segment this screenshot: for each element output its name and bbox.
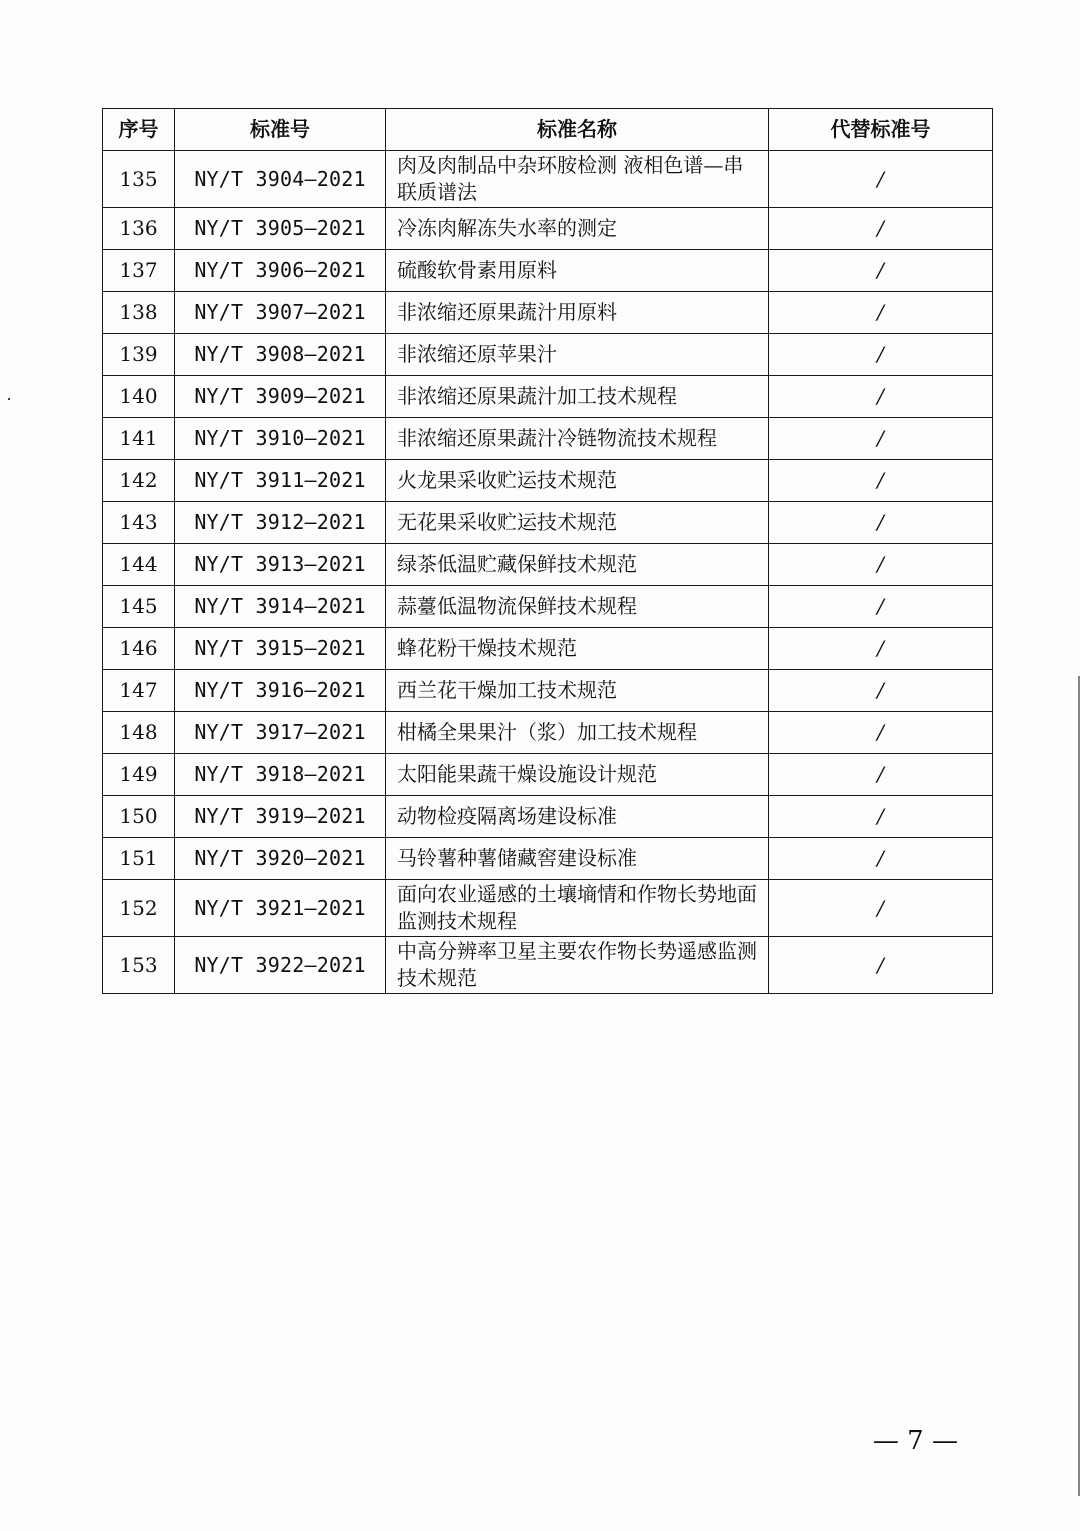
cell-seq: 144 bbox=[103, 544, 175, 586]
table-row bbox=[103, 418, 993, 460]
cell-code: NY/T 3907—2021 bbox=[175, 292, 386, 334]
cell-replaces: / bbox=[769, 754, 993, 796]
table-row bbox=[103, 250, 993, 292]
cell-replaces: / bbox=[769, 208, 993, 250]
cell-code: NY/T 3920—2021 bbox=[175, 838, 386, 880]
cell-name: 绿茶低温贮藏保鲜技术规范 bbox=[386, 544, 769, 586]
cell-replaces: / bbox=[769, 712, 993, 754]
cell-name: 肉及肉制品中杂环胺检测 液相色谱—串联质谱法 bbox=[386, 151, 769, 208]
cell-seq: 140 bbox=[103, 376, 175, 418]
table-row bbox=[103, 628, 993, 670]
header-name: 标准名称 bbox=[386, 109, 769, 151]
cell-replaces: / bbox=[769, 418, 993, 460]
header-seq: 序号 bbox=[103, 109, 175, 151]
table-row bbox=[103, 334, 993, 376]
cell-name: 火龙果采收贮运技术规范 bbox=[386, 460, 769, 502]
cell-replaces: / bbox=[769, 502, 993, 544]
cell-replaces: / bbox=[769, 670, 993, 712]
cell-name: 无花果采收贮运技术规范 bbox=[386, 502, 769, 544]
cell-code: NY/T 3915—2021 bbox=[175, 628, 386, 670]
cell-seq: 136 bbox=[103, 208, 175, 250]
cell-code: NY/T 3918—2021 bbox=[175, 754, 386, 796]
table-row bbox=[103, 754, 993, 796]
table-row bbox=[103, 796, 993, 838]
header-replaces: 代替标准号 bbox=[769, 109, 993, 151]
page-number: — 7 — bbox=[872, 1426, 958, 1456]
cell-replaces: / bbox=[769, 376, 993, 418]
cell-name: 非浓缩还原果蔬汁冷链物流技术规程 bbox=[386, 418, 769, 460]
cell-code: NY/T 3919—2021 bbox=[175, 796, 386, 838]
table-row bbox=[103, 208, 993, 250]
cell-name: 非浓缩还原苹果汁 bbox=[386, 334, 769, 376]
cell-seq: 152 bbox=[103, 880, 175, 937]
cell-replaces: / bbox=[769, 937, 993, 994]
cell-replaces: / bbox=[769, 334, 993, 376]
cell-seq: 142 bbox=[103, 460, 175, 502]
cell-seq: 141 bbox=[103, 418, 175, 460]
cell-code: NY/T 3914—2021 bbox=[175, 586, 386, 628]
cell-seq: 137 bbox=[103, 250, 175, 292]
table-body bbox=[103, 151, 993, 994]
cell-replaces: / bbox=[769, 250, 993, 292]
standards-table bbox=[102, 108, 993, 994]
cell-seq: 139 bbox=[103, 334, 175, 376]
cell-name: 非浓缩还原果蔬汁用原料 bbox=[386, 292, 769, 334]
cell-seq: 148 bbox=[103, 712, 175, 754]
table-row bbox=[103, 937, 993, 994]
table-header-row bbox=[103, 109, 993, 151]
cell-seq: 138 bbox=[103, 292, 175, 334]
table-row bbox=[103, 670, 993, 712]
table-row bbox=[103, 502, 993, 544]
cell-seq: 150 bbox=[103, 796, 175, 838]
cell-seq: 146 bbox=[103, 628, 175, 670]
cell-seq: 149 bbox=[103, 754, 175, 796]
cell-name: 非浓缩还原果蔬汁加工技术规程 bbox=[386, 376, 769, 418]
table-row bbox=[103, 151, 993, 208]
cell-code: NY/T 3909—2021 bbox=[175, 376, 386, 418]
cell-replaces: / bbox=[769, 292, 993, 334]
cell-replaces: / bbox=[769, 628, 993, 670]
cell-code: NY/T 3912—2021 bbox=[175, 502, 386, 544]
table-row bbox=[103, 376, 993, 418]
header-code: 标准号 bbox=[175, 109, 386, 151]
cell-seq: 143 bbox=[103, 502, 175, 544]
cell-code: NY/T 3908—2021 bbox=[175, 334, 386, 376]
cell-name: 冷冻肉解冻失水率的测定 bbox=[386, 208, 769, 250]
cell-code: NY/T 3913—2021 bbox=[175, 544, 386, 586]
cell-code: NY/T 3904—2021 bbox=[175, 151, 386, 208]
cell-replaces: / bbox=[769, 544, 993, 586]
cell-name: 面向农业遥感的土壤墒情和作物长势地面监测技术规程 bbox=[386, 880, 769, 937]
table-row bbox=[103, 712, 993, 754]
cell-code: NY/T 3921—2021 bbox=[175, 880, 386, 937]
cell-replaces: / bbox=[769, 796, 993, 838]
cell-replaces: / bbox=[769, 880, 993, 937]
table-row bbox=[103, 880, 993, 937]
cell-seq: 147 bbox=[103, 670, 175, 712]
table-row bbox=[103, 460, 993, 502]
cell-name: 柑橘全果果汁（浆）加工技术规程 bbox=[386, 712, 769, 754]
cell-replaces: / bbox=[769, 586, 993, 628]
cell-name: 蒜薹低温物流保鲜技术规程 bbox=[386, 586, 769, 628]
cell-name: 太阳能果蔬干燥设施设计规范 bbox=[386, 754, 769, 796]
cell-code: NY/T 3906—2021 bbox=[175, 250, 386, 292]
cell-seq: 135 bbox=[103, 151, 175, 208]
table-row bbox=[103, 292, 993, 334]
cell-code: NY/T 3910—2021 bbox=[175, 418, 386, 460]
cell-name: 硫酸软骨素用原料 bbox=[386, 250, 769, 292]
cell-code: NY/T 3922—2021 bbox=[175, 937, 386, 994]
cell-seq: 151 bbox=[103, 838, 175, 880]
cell-replaces: / bbox=[769, 151, 993, 208]
cell-seq: 153 bbox=[103, 937, 175, 994]
scan-speck bbox=[8, 398, 10, 400]
table-row bbox=[103, 838, 993, 880]
table-row bbox=[103, 544, 993, 586]
cell-name: 西兰花干燥加工技术规范 bbox=[386, 670, 769, 712]
cell-name: 蜂花粉干燥技术规范 bbox=[386, 628, 769, 670]
cell-name: 马铃薯种薯储藏窖建设标准 bbox=[386, 838, 769, 880]
cell-name: 动物检疫隔离场建设标准 bbox=[386, 796, 769, 838]
cell-replaces: / bbox=[769, 460, 993, 502]
cell-code: NY/T 3917—2021 bbox=[175, 712, 386, 754]
cell-code: NY/T 3916—2021 bbox=[175, 670, 386, 712]
cell-seq: 145 bbox=[103, 586, 175, 628]
cell-code: NY/T 3905—2021 bbox=[175, 208, 386, 250]
cell-replaces: / bbox=[769, 838, 993, 880]
cell-code: NY/T 3911—2021 bbox=[175, 460, 386, 502]
table-row bbox=[103, 586, 993, 628]
cell-name: 中高分辨率卫星主要农作物长势遥感监测技术规范 bbox=[386, 937, 769, 994]
